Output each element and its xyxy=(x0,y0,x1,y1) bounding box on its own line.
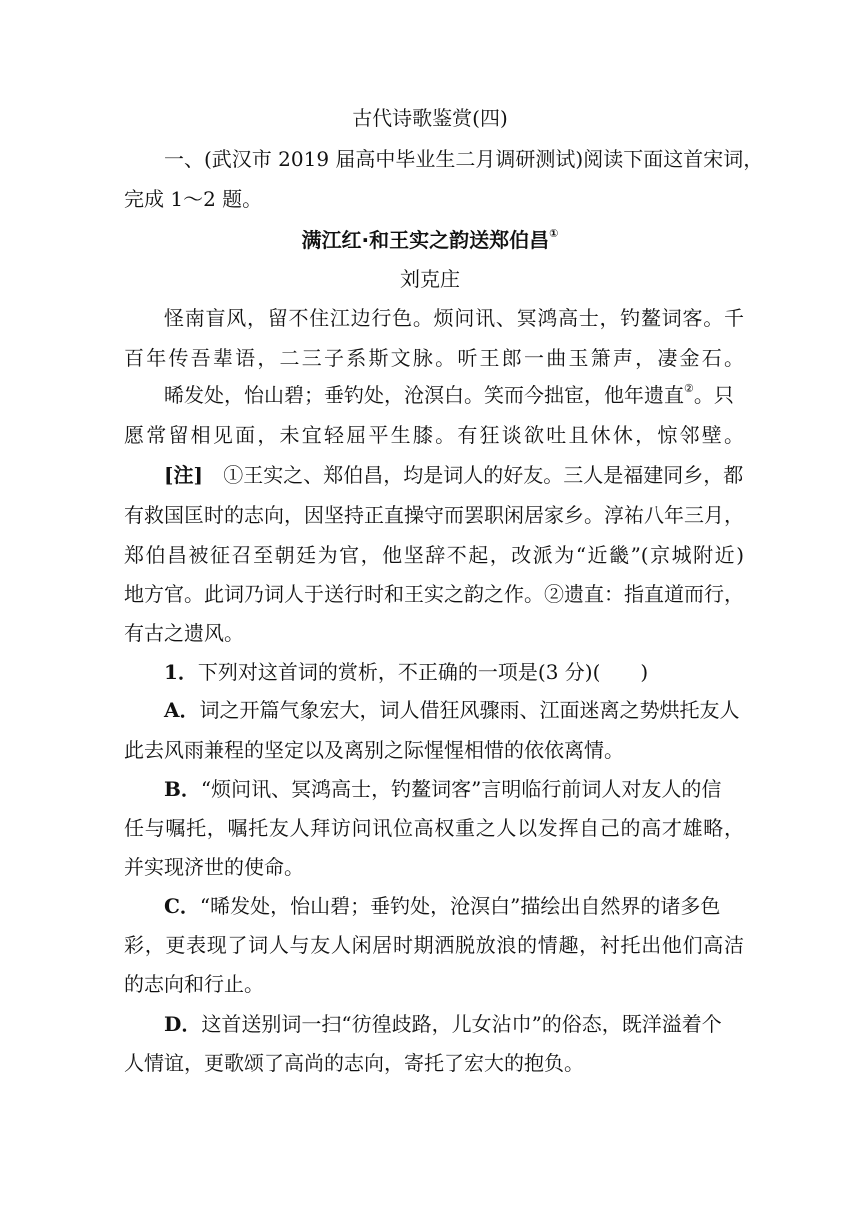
option-line: 并实现济世的使命。 xyxy=(124,855,304,879)
poem-author: 刘克庄 xyxy=(400,267,460,291)
question-text: 下列对这首词的赏析，不正确的一项是(3 分)( ) xyxy=(197,660,649,684)
notes-line: 有古之遗风。 xyxy=(124,621,244,645)
option-label: D． xyxy=(164,1012,202,1036)
option-line: 任与嘱托，嘱托友人拜访问讯位高权重之人以发挥自己的高才雄略， xyxy=(124,816,744,840)
option-label: B． xyxy=(164,777,201,801)
option-label: A． xyxy=(164,698,200,722)
option-a xyxy=(164,697,744,723)
option-b xyxy=(164,776,744,802)
option-text: “晞发处，怡山碧；垂钓处，沧溟白”描绘出自然界的诸多色 xyxy=(199,894,721,918)
poem-line: 怪南盲风，留不住江边行色。烦问讯、冥鸿高士，钓鳌词客。千 xyxy=(164,306,744,330)
page-title: 古代诗歌鉴赏(四) xyxy=(352,106,508,130)
option-d xyxy=(164,1011,744,1037)
poem-line xyxy=(164,382,744,408)
option-c xyxy=(164,893,744,919)
notes-text: ①王实之、郑伯昌，均是词人的好友。三人是福建同乡，都 xyxy=(223,463,744,487)
notes-line: 地方官。此词乃词人于送行时和王实之韵之作。②遗直：指直道而行， xyxy=(124,582,744,606)
option-line: 此去风雨兼程的坚定以及离别之际惺惺相惜的依依离情。 xyxy=(124,738,624,762)
poem-footnote-mark: ② xyxy=(684,382,694,396)
notes-label: [注] xyxy=(164,463,203,487)
option-label: C． xyxy=(164,894,200,918)
option-line: 彩，更表现了词人与友人闲居时期洒脱放浪的情趣，衬托出他们高洁 xyxy=(124,933,744,957)
option-text: 词之开篇气象宏大，词人借狂风骤雨、江面迷离之势烘托友人 xyxy=(199,698,740,722)
poem-title-text: 满江红·和王实之韵送郑伯昌 xyxy=(301,228,550,252)
poem-line: 愿常留相见面，未宜轻屈平生膝。有狂谈欲吐且休休，惊邻壁。 xyxy=(124,423,744,447)
notes-line: 郑伯昌被征召至朝廷为官，他坚辞不起，改派为“近畿”(京城附近) xyxy=(124,543,744,567)
notes-line xyxy=(164,462,744,488)
poem-line: 百年传吾辈语，二三子系斯文脉。听王郎一曲玉箫声，凄金石。 xyxy=(124,346,744,370)
poem-line-text: 晞发处，怡山碧；垂钓处，沧溟白。笑而今拙宦，他年遗直 xyxy=(164,383,684,407)
poem-line-text: 。只 xyxy=(693,383,734,407)
question-stem xyxy=(164,659,744,685)
option-text: 这首送别词一扫“彷徨歧路，儿女沾巾”的俗态，既洋溢着个 xyxy=(201,1012,722,1036)
intro-line-2: 完成 1～2 题。 xyxy=(124,187,263,211)
option-line: 的志向和行止。 xyxy=(124,972,264,996)
option-text: “烦问讯、冥鸿高士，钓鳌词客”言明临行前词人对友人的信 xyxy=(200,777,722,801)
poem-title xyxy=(0,227,860,253)
intro-line-1: 一、(武汉市 2019 届高中毕业生二月调研测试)阅读下面这首宋词， xyxy=(164,147,764,171)
notes-line: 有救国匡时的志向，因坚持正直操守而罢职闲居家乡。淳祐八年三月， xyxy=(124,503,744,527)
option-line: 人情谊，更歌颂了高尚的志向，寄托了宏大的抱负。 xyxy=(124,1051,584,1075)
poem-title-footnote-mark: ① xyxy=(549,227,559,241)
question-number: 1． xyxy=(164,660,198,684)
